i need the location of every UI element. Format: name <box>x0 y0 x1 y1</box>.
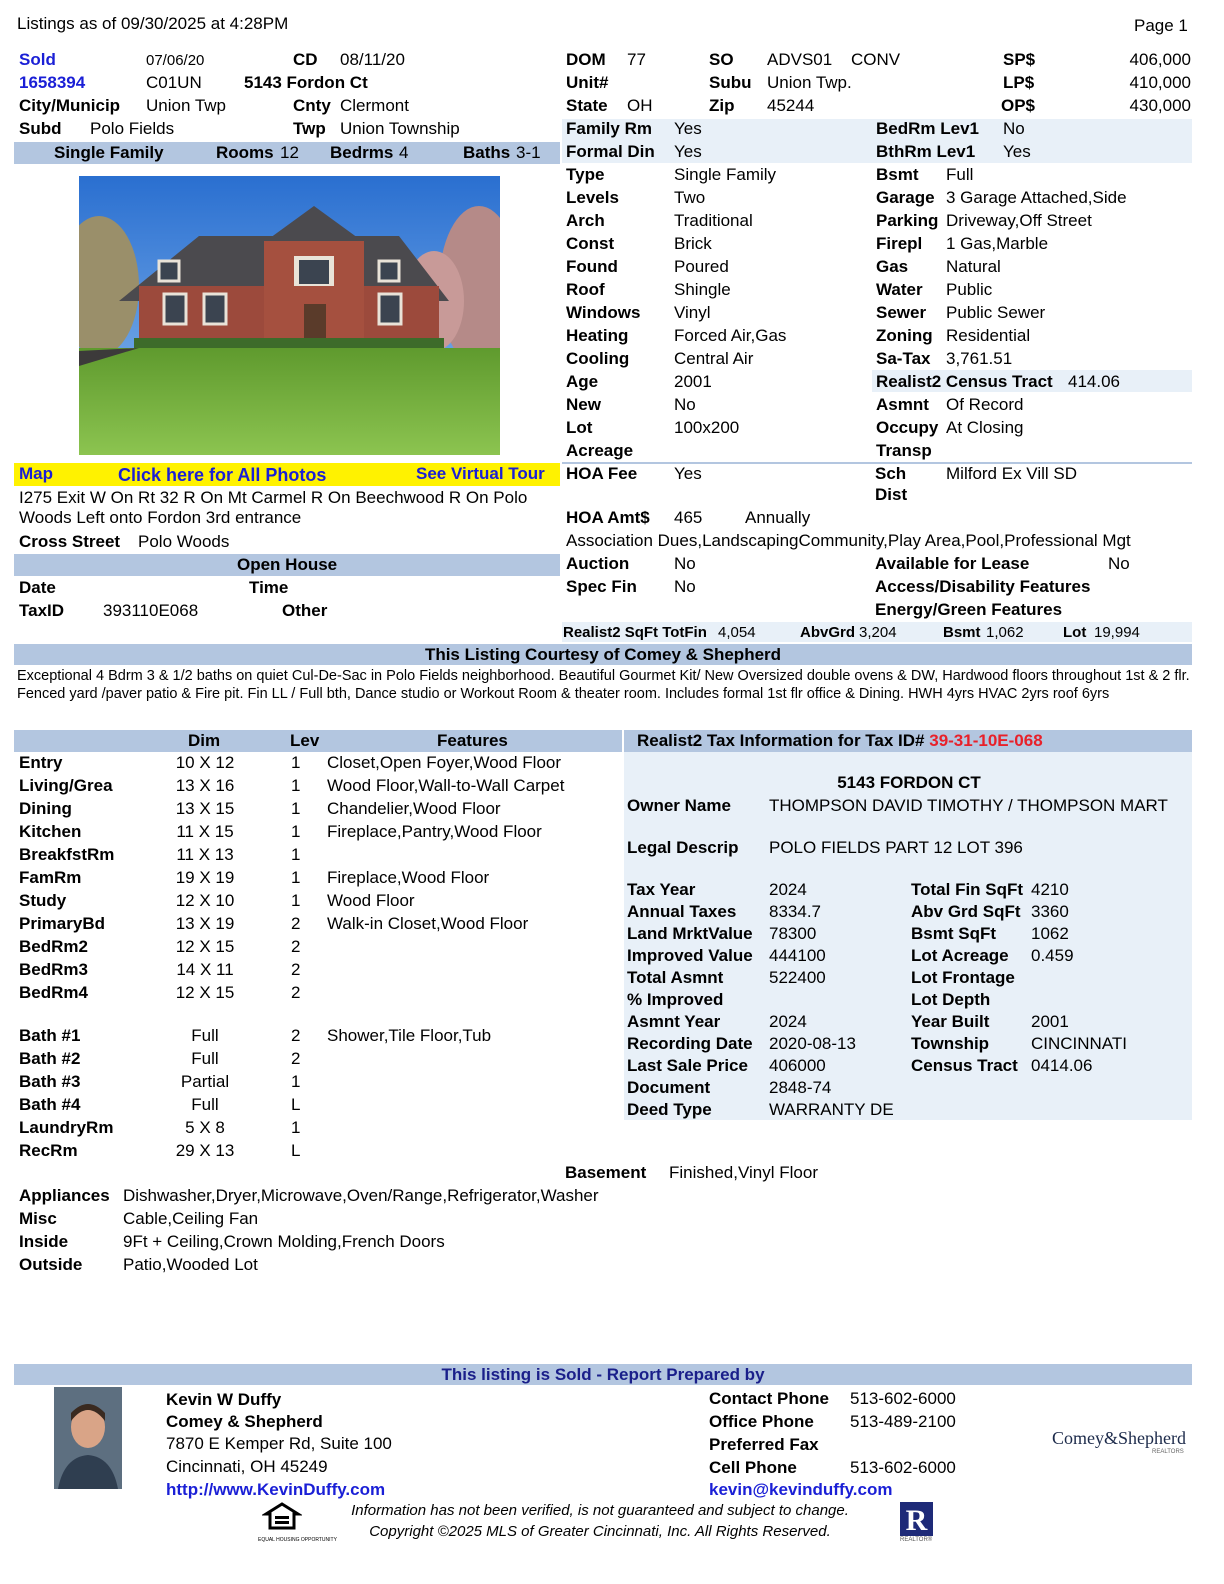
open-house-title: Open House <box>237 555 338 574</box>
room-dim: Full <box>191 1095 219 1114</box>
room-name: Entry <box>19 753 63 772</box>
feature-value: At Closing <box>946 418 1024 437</box>
room-name: Dining <box>19 799 72 818</box>
room-name: Bath #1 <box>19 1026 81 1045</box>
feature-label: Parking <box>876 211 939 230</box>
room-name: Bath #4 <box>19 1095 81 1114</box>
room-features: Chandelier,Wood Floor <box>327 799 501 818</box>
room-dim: Full <box>191 1049 219 1068</box>
rooms-value: 12 <box>280 143 299 162</box>
room-level: L <box>291 1095 301 1114</box>
feature-label: Acreage <box>566 441 634 460</box>
tax-title-text: Realist2 Tax Information for Tax ID# <box>637 731 925 750</box>
agent-website[interactable]: http://www.KevinDuffy.com <box>166 1480 386 1499</box>
cell-phone: 513-602-6000 <box>850 1458 956 1477</box>
cd-label: CD <box>293 50 318 69</box>
listings-as-of: Listings as of 09/30/2025 at 4:28PM <box>17 14 289 33</box>
dom-value: 77 <box>627 50 646 69</box>
agent-email[interactable]: kevin@kevinduffy.com <box>709 1480 893 1499</box>
realtor-text: REALTOR® <box>900 1537 933 1543</box>
tax-label: % Improved <box>627 990 724 1009</box>
equal-housing-icon <box>262 1502 302 1534</box>
room-dim: 10 X 12 <box>175 753 235 772</box>
feature-label: Family Rm <box>566 119 652 138</box>
courtesy: This Listing Courtesy of Comey & Shepherd <box>424 645 782 664</box>
agent-photo <box>54 1387 122 1489</box>
hoa-freq: Annually <box>745 508 811 527</box>
room-level: 1 <box>291 799 301 818</box>
room-level: 2 <box>291 1049 301 1068</box>
bedrms-label: Bedrms <box>330 143 394 162</box>
hoa-fee-value: Yes <box>674 464 702 483</box>
room-level: 1 <box>291 1118 301 1137</box>
tax-value: 0414.06 <box>1031 1056 1093 1075</box>
tax-label: Deed Type <box>627 1100 712 1119</box>
tax-label: Annual Taxes <box>627 902 737 921</box>
so-type: CONV <box>851 50 901 69</box>
extra-label: Inside <box>19 1232 69 1251</box>
state-value: OH <box>627 96 653 115</box>
mls-number[interactable]: 1658394 <box>19 73 86 92</box>
house-image <box>79 176 500 455</box>
feature-label: Transp <box>876 441 932 460</box>
feature-value: Vinyl <box>674 303 711 322</box>
svg-text:R: R <box>905 1504 928 1536</box>
page-number: Page 1 <box>1134 16 1188 35</box>
tax-label: Lot Frontage <box>911 968 1015 987</box>
tax-value: 406000 <box>769 1056 826 1075</box>
sqft-bsmt-label: Bsmt <box>943 624 981 641</box>
room-name: BedRm3 <box>19 960 88 979</box>
room-name: BreakfstRm <box>19 845 115 864</box>
cnty-label: Cnty <box>293 96 331 115</box>
baths-value: 3-1 <box>516 143 541 162</box>
state-label: State <box>566 96 608 115</box>
tax-value: 2848-74 <box>769 1078 832 1097</box>
room-name: FamRm <box>19 868 82 887</box>
room-dim: Full <box>191 1026 219 1045</box>
address: 5143 Fordon Ct <box>244 73 368 92</box>
feature-label: Windows <box>566 303 641 322</box>
dim-header: Dim <box>188 731 221 750</box>
tax-value: 0.459 <box>1031 946 1074 965</box>
feature-label: BedRm Lev1 <box>876 119 979 138</box>
auction-value: No <box>674 554 696 573</box>
tax-title <box>637 731 1043 751</box>
tax-value: 522400 <box>769 968 826 987</box>
feature-value: Driveway,Off Street <box>946 211 1092 230</box>
tax-value: 2001 <box>1031 1012 1069 1031</box>
feature-label: Sewer <box>876 303 927 322</box>
time-label: Time <box>249 578 289 597</box>
legal-value: POLO FIELDS PART 12 LOT 396 <box>769 838 1023 857</box>
feature-value: 414.06 <box>1068 372 1120 391</box>
contact-phone: 513-602-6000 <box>850 1389 956 1408</box>
feature-label: Asmnt <box>876 395 929 414</box>
owner-value: THOMPSON DAVID TIMOTHY / THOMPSON MART <box>769 796 1168 815</box>
lp-value: 410,000 <box>1129 73 1191 92</box>
room-features: Closet,Open Foyer,Wood Floor <box>327 753 562 772</box>
company-logo-sub: REALTORS <box>1152 1449 1184 1455</box>
room-level: 1 <box>291 845 301 864</box>
tax-label: Year Built <box>911 1012 990 1031</box>
tax-label: Total Asmnt <box>627 968 724 987</box>
feature-value: Yes <box>674 119 702 138</box>
room-features: Shower,Tile Floor,Tub <box>327 1026 492 1045</box>
zip-label: Zip <box>709 96 735 115</box>
feature-value: No <box>1003 119 1025 138</box>
feature-value: Shingle <box>674 280 731 299</box>
fax-label: Preferred Fax <box>709 1435 819 1454</box>
feature-value: Of Record <box>946 395 1024 414</box>
abvgrd-value: 3,204 <box>859 624 897 641</box>
feature-label: Type <box>566 165 605 184</box>
tax-value: 3360 <box>1031 902 1069 921</box>
agent-company: Comey & Shepherd <box>166 1412 323 1431</box>
feature-value: Central Air <box>674 349 754 368</box>
subd-label: Subd <box>19 119 62 138</box>
feature-label: Arch <box>566 211 605 230</box>
owner-label: Owner Name <box>627 796 731 815</box>
virtual-tour-link[interactable]: See Virtual Tour <box>416 464 545 483</box>
sqft-bsmt-value: 1,062 <box>986 624 1024 641</box>
room-name: BedRm2 <box>19 937 88 956</box>
map-link[interactable]: Map <box>19 464 53 483</box>
office-phone-label: Office Phone <box>709 1412 814 1431</box>
so-value: ADVS01 <box>767 50 833 69</box>
extra-label: Appliances <box>19 1186 110 1205</box>
room-level: 1 <box>291 776 301 795</box>
spec-fin-value: No <box>674 577 696 596</box>
list-date: 07/06/20 <box>146 52 205 69</box>
totfin-value: 4,054 <box>718 624 756 641</box>
feature-label: Zoning <box>876 326 933 345</box>
disclaimer: Information has not been verified, is not guaranteed and subject to change. <box>351 1502 849 1519</box>
feature-label: Lot <box>566 418 593 437</box>
cell-phone-label: Cell Phone <box>709 1458 797 1477</box>
agent-name: Kevin W Duffy <box>166 1390 282 1409</box>
subd-value: Polo Fields <box>90 119 175 138</box>
auction-label: Auction <box>566 554 630 573</box>
extra-label: Outside <box>19 1255 83 1274</box>
tax-label: Asmnt Year <box>627 1012 721 1031</box>
room-level: 2 <box>291 937 301 956</box>
room-dim: 12 X 15 <box>175 937 235 956</box>
realtor-icon <box>900 1502 933 1536</box>
room-dim: Partial <box>180 1072 230 1091</box>
tax-label: Recording Date <box>627 1034 753 1053</box>
tax-label: Total Fin SqFt <box>911 880 1024 899</box>
room-level: 2 <box>291 960 301 979</box>
room-level: L <box>291 1141 301 1160</box>
tax-value: 2024 <box>769 880 807 899</box>
totfin-label: Realist2 SqFt TotFin <box>563 624 707 641</box>
feature-value: Forced Air,Gas <box>674 326 787 345</box>
room-features: Fireplace,Pantry,Wood Floor <box>327 822 542 841</box>
energy-label: Energy/Green Features <box>875 600 1063 619</box>
feature-value: Public Sewer <box>946 303 1046 322</box>
feature-value: Single Family <box>674 165 777 184</box>
tax-value: 1062 <box>1031 924 1069 943</box>
extra-value: Patio,Wooded Lot <box>123 1255 258 1274</box>
hoa-includes: Association Dues,LandscapingCommunity,Play Area,Pool,Professional Mgt <box>566 531 1131 550</box>
room-dim: 12 X 10 <box>175 891 235 910</box>
feature-label: Heating <box>566 326 629 345</box>
feature-value: 3,761.51 <box>946 349 1013 368</box>
tax-value: WARRANTY DE <box>769 1100 894 1119</box>
room-level: 1 <box>291 1072 301 1091</box>
tax-label: Lot Acreage <box>911 946 1009 965</box>
feature-label: Found <box>566 257 618 276</box>
tax-label: Land MrktValue <box>627 924 753 943</box>
feature-label: Cooling <box>566 349 630 368</box>
feature-label: BthRm Lev1 <box>876 142 976 161</box>
feature-value: Yes <box>1003 142 1031 161</box>
bedrms-value: 4 <box>399 143 409 162</box>
basement-label: Basement <box>565 1163 647 1182</box>
features-header: Features <box>437 731 508 750</box>
feature-value: No <box>674 395 696 414</box>
feature-value: Poured <box>674 257 729 276</box>
feature-value: Natural <box>946 257 1001 276</box>
room-dim: 13 X 16 <box>175 776 235 795</box>
taxid-value: 393110E068 <box>103 601 199 620</box>
dist-label: Dist <box>875 485 908 504</box>
room-name: Kitchen <box>19 822 82 841</box>
extra-value: 9Ft + Ceiling,Crown Molding,French Doors <box>123 1232 445 1251</box>
room-dim: 29 X 13 <box>175 1141 235 1160</box>
room-level: 1 <box>291 891 301 910</box>
feature-label: Age <box>566 372 599 391</box>
tax-label: Last Sale Price <box>627 1056 748 1075</box>
room-level: 2 <box>291 914 301 933</box>
all-photos-link[interactable]: Click here for All Photos <box>118 465 327 485</box>
room-name: Bath #3 <box>19 1072 81 1091</box>
so-label: SO <box>709 50 734 69</box>
tax-label: Abv Grd SqFt <box>911 902 1021 921</box>
legal-label: Legal Descrip <box>627 838 739 857</box>
feature-value: 1 Gas,Marble <box>946 234 1049 253</box>
remarks: Exceptional 4 Bdrm 3 & 1/2 baths on quiet Cul-De-Sac in Polo Fields neighborhood. Beautiful Gourmet Kit/ New Oversized double ovens & DW, Hardwood floors throughout 1st & 2 flr. Fenced yard /paver patio & Fire pit. Fin LL / Full bth, Dance studio or Workout Room & theater room. Includes formal 1st flr office & Dining. HWH 4yrs HVAC 2yrs roof 6yrs <box>17 668 1190 702</box>
tax-id: 39-31-10E-068 <box>929 731 1043 750</box>
tax-value: 444100 <box>769 946 826 965</box>
extra-label: Misc <box>19 1209 57 1228</box>
feature-value: Residential <box>946 326 1031 345</box>
tax-label: Township <box>911 1034 990 1053</box>
twp-value: Union Township <box>340 119 460 138</box>
tax-label: Bsmt SqFt <box>911 924 996 943</box>
feature-label: Formal Din <box>566 142 655 161</box>
tax-label: Tax Year <box>627 880 696 899</box>
feature-value: Brick <box>674 234 712 253</box>
room-dim: 11 X 13 <box>176 845 234 864</box>
sp-label: SP$ <box>1003 50 1036 69</box>
rooms-label: Rooms <box>216 143 274 162</box>
feature-label: Const <box>566 234 615 253</box>
school-district: Milford Ex Vill SD <box>946 464 1077 483</box>
room-dim: 5 X 8 <box>185 1118 225 1137</box>
room-features: Wood Floor,Wall-to-Wall Carpet <box>327 776 565 795</box>
feature-label: Roof <box>566 280 605 299</box>
eho-text: EQUAL HOUSING OPPORTUNITY <box>258 1537 337 1543</box>
other-label: Other <box>282 601 328 620</box>
room-name: Bath #2 <box>19 1049 81 1068</box>
feature-value: Two <box>674 188 706 207</box>
property-photo[interactable] <box>79 176 500 455</box>
feature-label: Garage <box>876 188 935 207</box>
abvgrd-label: AbvGrd <box>800 624 856 641</box>
room-level: 2 <box>291 983 301 1002</box>
lease-value: No <box>1108 554 1130 573</box>
c-code: C01UN <box>146 73 202 92</box>
extra-value: Dishwasher,Dryer,Microwave,Oven/Range,Refrigerator,Washer <box>123 1186 599 1205</box>
feature-label: Levels <box>566 188 619 207</box>
room-dim: 14 X 11 <box>176 960 234 979</box>
agent-portrait <box>54 1387 122 1489</box>
date-label: Date <box>19 578 56 597</box>
tax-label: Improved Value <box>627 946 753 965</box>
agent-city: Cincinnati, OH 45249 <box>166 1457 328 1476</box>
room-level: 2 <box>291 1026 301 1045</box>
feature-value: 100x200 <box>674 418 740 437</box>
hoa-fee-label: HOA Fee <box>566 464 638 483</box>
sch-label: Sch <box>875 464 907 483</box>
directions: I275 Exit W On Rt 32 R On Mt Carmel R On Beechwood R On Polo Woods Left onto Fordon 3rd entrance <box>19 488 528 527</box>
tax-value: 2024 <box>769 1012 807 1031</box>
room-dim: 12 X 15 <box>175 983 235 1002</box>
extra-value: Cable,Ceiling Fan <box>123 1209 259 1228</box>
feature-value: 2001 <box>674 372 712 391</box>
room-features: Fireplace,Wood Floor <box>327 868 490 887</box>
room-name: Living/Grea <box>19 776 113 795</box>
feature-value: Traditional <box>674 211 753 230</box>
status: Sold <box>19 50 56 69</box>
room-features: Wood Floor <box>327 891 415 910</box>
subu-label: Subu <box>709 73 752 92</box>
office-phone: 513-489-2100 <box>850 1412 956 1431</box>
lev-header: Lev <box>290 731 320 750</box>
copyright: Copyright ©2025 MLS of Greater Cincinnati, Inc. All Rights Reserved. <box>369 1523 831 1540</box>
tax-address: 5143 FORDON CT <box>837 773 981 792</box>
tax-label: Document <box>627 1078 711 1097</box>
room-level: 1 <box>291 753 301 772</box>
sqft-lot-value: 19,994 <box>1094 624 1140 641</box>
lp-label: LP$ <box>1003 73 1035 92</box>
sp-value: 406,000 <box>1129 50 1191 69</box>
twp-label: Twp <box>293 119 326 138</box>
feature-label: Gas <box>876 257 909 276</box>
cnty-value: Clermont <box>340 96 409 115</box>
cd-value: 08/11/20 <box>340 50 405 69</box>
tax-value: 8334.7 <box>769 902 821 921</box>
feature-label: Bsmt <box>876 165 919 184</box>
access-label: Access/Disability Features <box>875 577 1091 596</box>
dom-label: DOM <box>566 50 606 69</box>
op-label: OP$ <box>1001 96 1036 115</box>
tax-value: 4210 <box>1031 880 1069 899</box>
contact-phone-label: Contact Phone <box>709 1389 829 1408</box>
unit-label: Unit# <box>566 73 609 92</box>
sqft-lot-label: Lot <box>1063 624 1087 641</box>
room-name: PrimaryBd <box>19 914 105 933</box>
tax-label: Census Tract <box>911 1056 1018 1075</box>
basement-value: Finished,Vinyl Floor <box>669 1163 818 1182</box>
room-level: 1 <box>291 822 301 841</box>
spec-fin-label: Spec Fin <box>566 577 637 596</box>
tax-value: CINCINNATI <box>1031 1034 1128 1053</box>
subu-value: Union Twp. <box>767 73 852 92</box>
cross-street-label: Cross Street <box>19 532 121 551</box>
room-name: RecRm <box>19 1141 78 1160</box>
city-value: Union Twp <box>146 96 227 115</box>
room-dim: 11 X 15 <box>176 822 234 841</box>
tax-value: 2020-08-13 <box>769 1034 856 1053</box>
hoa-amt-label: HOA Amt$ <box>566 508 650 527</box>
room-dim: 19 X 19 <box>175 868 235 887</box>
feature-label: New <box>566 395 601 414</box>
city-label: City/Municip <box>19 96 121 115</box>
agent-street: 7870 E Kemper Rd, Suite 100 <box>166 1434 392 1453</box>
feature-label: Sa-Tax <box>876 349 931 368</box>
baths-label: Baths <box>463 143 511 162</box>
room-name: LaundryRm <box>19 1118 114 1137</box>
feature-value: Public <box>946 280 993 299</box>
room-dim: 13 X 15 <box>175 799 235 818</box>
lease-label: Available for Lease <box>875 554 1030 573</box>
op-value: 430,000 <box>1129 96 1191 115</box>
agent-band-title: This listing is Sold - Report Prepared by <box>441 1365 765 1384</box>
feature-label: Occupy <box>876 418 939 437</box>
feature-label: Realist2 Census Tract <box>876 372 1053 391</box>
room-dim: 13 X 19 <box>175 914 235 933</box>
hoa-amt-value: 465 <box>674 508 703 527</box>
company-logo: Comey&Shepherd <box>1052 1428 1186 1448</box>
summary-type: Single Family <box>54 143 164 162</box>
taxid-label: TaxID <box>19 601 65 620</box>
room-features: Walk-in Closet,Wood Floor <box>327 914 529 933</box>
room-name: BedRm4 <box>19 983 88 1002</box>
zip-value: 45244 <box>767 96 815 115</box>
tax-value: 78300 <box>769 924 817 943</box>
cross-street-value: Polo Woods <box>138 532 230 551</box>
tax-label: Lot Depth <box>911 990 991 1009</box>
feature-label: Water <box>876 280 923 299</box>
feature-value: 3 Garage Attached,Side <box>946 188 1127 207</box>
feature-value: Yes <box>674 142 702 161</box>
feature-label: Firepl <box>876 234 923 253</box>
feature-value: Full <box>946 165 974 184</box>
room-name: Study <box>19 891 67 910</box>
room-level: 1 <box>291 868 301 887</box>
